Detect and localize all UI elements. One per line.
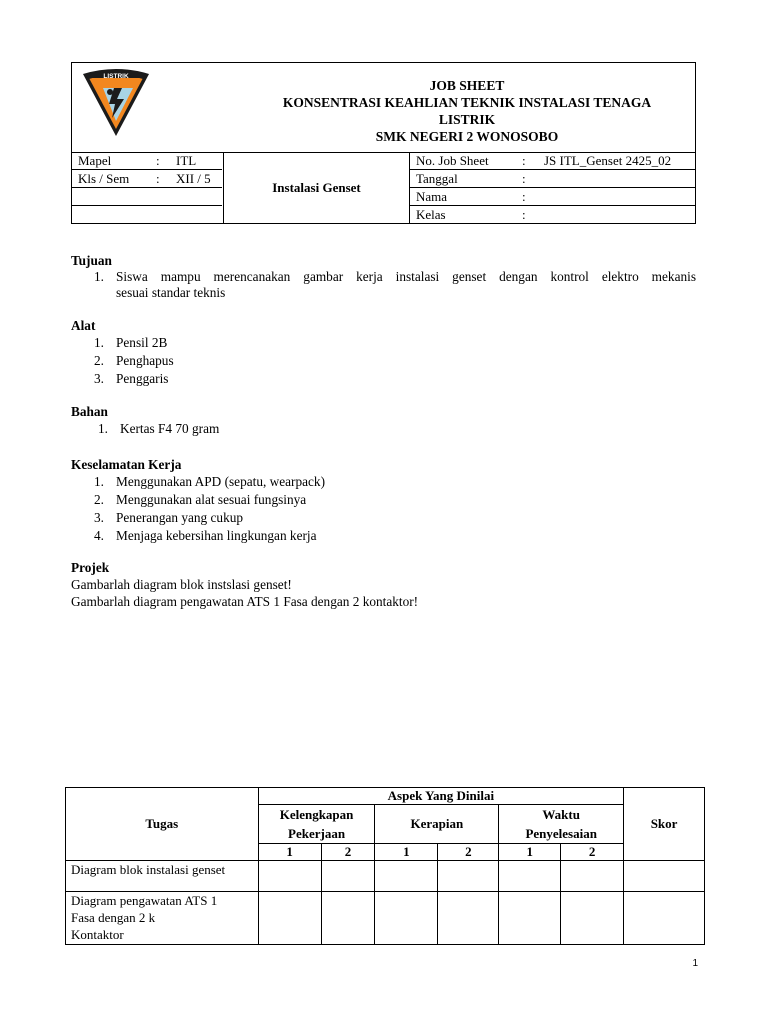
kelengkapan-line-2: Pekerjaan (288, 826, 346, 841)
score-cell (321, 861, 375, 892)
section-title: Tujuan (71, 253, 112, 268)
score-cell (375, 892, 438, 945)
header-title-row (72, 63, 695, 153)
title-line-3: LISTRIK (438, 112, 496, 127)
info-value (538, 170, 696, 188)
info-sep (156, 188, 170, 206)
list-text: Menjaga kebersihan lingkungan kerja (116, 528, 317, 543)
info-value (538, 206, 696, 224)
list-item (71, 527, 696, 545)
list-text: Penggaris (116, 371, 169, 386)
projek-line-2: Gambarlah diagram pengawatan ATS 1 Fasa dengan 2 kontaktor! (71, 594, 419, 609)
list-number: 1. (94, 335, 104, 350)
section-alat (71, 318, 696, 388)
info-value: ITL (170, 152, 222, 170)
list-text: Pensil 2B (116, 335, 168, 350)
info-value (538, 188, 696, 206)
waktu-line-2: Penyelesaian (525, 826, 597, 841)
list-text: Penghapus (116, 353, 174, 368)
title-line-1: JOB SHEET (429, 78, 505, 93)
job-sheet-header (71, 62, 696, 224)
kelengkapan-header (258, 805, 375, 844)
section-projek (71, 560, 696, 610)
list-item (71, 473, 696, 491)
table-row (66, 861, 705, 892)
info-value: JS ITL_Genset 2425_02 (538, 152, 696, 170)
section-title: Bahan (71, 404, 108, 419)
section-title: Alat (71, 318, 96, 333)
title-line-4: SMK NEGERI 2 WONOSOBO (375, 129, 559, 144)
info-value (170, 188, 222, 206)
score-cell (438, 892, 499, 945)
list-number: 3. (94, 371, 104, 386)
score-cell (438, 861, 499, 892)
list-number: 2. (94, 353, 104, 368)
info-label (72, 188, 156, 206)
score-cell (561, 861, 624, 892)
waktu-header (499, 805, 624, 844)
list-item (71, 334, 696, 352)
score-cell (258, 861, 321, 892)
score-cell (375, 861, 438, 892)
page-number: 1 (692, 958, 698, 969)
list-number: 2. (94, 492, 104, 507)
score-cell (624, 892, 705, 945)
table-row (66, 788, 705, 805)
list-text-line-2: sesuai standar teknis (116, 285, 226, 300)
info-sep: : (522, 206, 526, 222)
info-label: Kelas (416, 206, 446, 222)
assessment-table (65, 787, 705, 945)
skor-header: Skor (624, 788, 705, 861)
section-keselamatan (71, 457, 696, 545)
aspek-header: Aspek Yang Dinilai (258, 788, 623, 805)
list-number: 4. (94, 528, 104, 543)
list-number: 1. (98, 421, 108, 436)
info-label (72, 206, 156, 224)
score-cell (258, 892, 321, 945)
listrik-logo (81, 66, 151, 138)
score-cell (561, 892, 624, 945)
list-number: 1. (94, 269, 104, 284)
tugas-header: Tugas (66, 788, 259, 861)
info-label: Nama (410, 188, 522, 206)
subject-title: Instalasi Genset (223, 152, 410, 224)
info-sep (156, 206, 170, 224)
sub-header: 2 (321, 844, 375, 861)
list-number: 3. (94, 510, 104, 525)
list-item (71, 420, 696, 438)
sub-header: 1 (375, 844, 438, 861)
logo-text: LISTRIK (103, 73, 129, 80)
info-sep: : (522, 152, 538, 170)
info-sep: : (522, 188, 538, 206)
score-cell (499, 861, 561, 892)
info-value (170, 206, 222, 224)
sub-header: 2 (438, 844, 499, 861)
list-item (71, 491, 696, 509)
section-bahan (71, 404, 696, 438)
info-row (72, 188, 222, 206)
info-sep: : (156, 170, 170, 188)
list-text: Kertas F4 70 gram (120, 421, 220, 436)
tujuan-list (71, 269, 696, 301)
info-value: XII / 5 (170, 170, 222, 188)
score-cell (321, 892, 375, 945)
kelengkapan-line-1: Kelengkapan (279, 807, 354, 822)
info-row (410, 152, 696, 170)
info-left-table (72, 152, 222, 223)
info-label: No. Job Sheet (410, 152, 522, 170)
info-row (72, 152, 222, 170)
list-text-line-1: Siswa mampu merencanakan gambar kerja instalasi genset dengan kontrol elektro mekanis (116, 269, 696, 284)
list-text: Menggunakan alat sesuai fungsinya (116, 492, 307, 507)
section-title: Projek (71, 560, 110, 575)
list-item (71, 352, 696, 370)
list-item (71, 269, 696, 301)
info-label: Kls / Sem (72, 170, 156, 188)
alat-list (71, 334, 696, 388)
task-line-2: Fasa dengan 2 k (71, 910, 156, 925)
info-row (410, 188, 696, 206)
kerapian-header: Kerapian (375, 805, 499, 844)
sub-header: 1 (499, 844, 561, 861)
sub-header: 2 (561, 844, 624, 861)
waktu-line-1: Waktu (542, 807, 580, 822)
bahan-list (71, 420, 696, 438)
info-sep: : (156, 152, 170, 170)
info-sep: : (522, 170, 538, 188)
sub-header: 1 (258, 844, 321, 861)
info-label: Mapel (72, 152, 156, 170)
list-item (71, 509, 696, 527)
task-line-1: Diagram pengawatan ATS 1 (71, 893, 218, 908)
table-row (66, 892, 705, 945)
list-number: 1. (94, 474, 104, 489)
info-row (410, 170, 696, 188)
info-row (72, 170, 222, 188)
section-title: Keselamatan Kerja (71, 457, 182, 472)
section-tujuan (71, 253, 696, 301)
header-title (222, 77, 712, 145)
info-row (410, 206, 696, 224)
projek-line-1: Gambarlah diagram blok instslasi genset! (71, 577, 292, 592)
list-item (71, 370, 696, 388)
title-line-2: KONSENTRASI KEAHLIAN TEKNIK INSTALASI TENAGA (282, 95, 652, 110)
score-cell (624, 861, 705, 892)
info-label: Tanggal (410, 170, 522, 188)
info-right-table (410, 152, 696, 223)
keselamatan-list (71, 473, 696, 545)
list-text: Menggunakan APD (sepatu, wearpack) (116, 474, 325, 489)
task-line-3: Kontaktor (71, 927, 124, 942)
list-text: Penerangan yang cukup (116, 510, 244, 525)
task-cell: Diagram blok instalasi genset (66, 861, 259, 892)
score-cell (499, 892, 561, 945)
task-cell (66, 892, 259, 945)
info-row (72, 206, 222, 224)
